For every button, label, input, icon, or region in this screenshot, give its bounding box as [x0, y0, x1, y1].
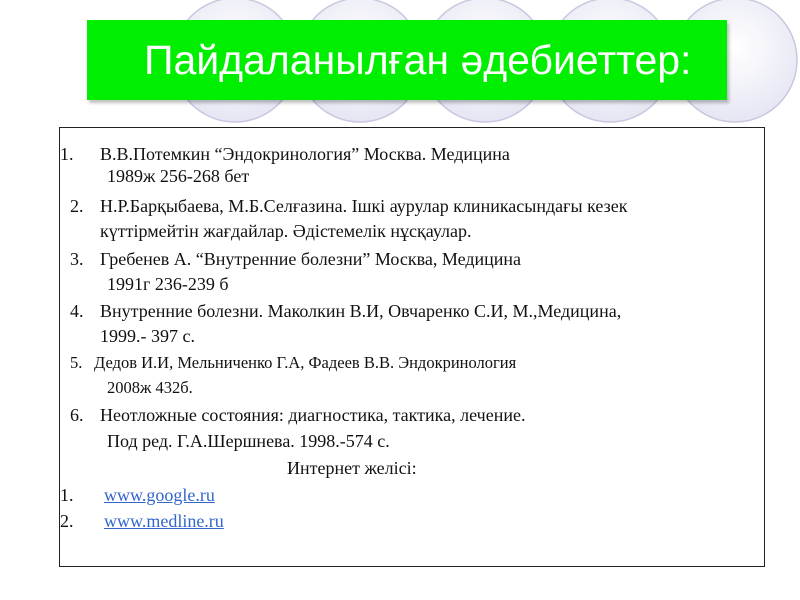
ref-5-line-1: Дедов И.И, Мельниченко Г.А, Фадеев В.В. Эндокринология	[94, 353, 517, 372]
title-banner	[87, 20, 727, 100]
ref-1-line-1: В.В.Потемкин “Эндокринология” Москва. Медицина	[100, 144, 510, 164]
ref-3-number: 3.	[70, 249, 84, 269]
ref-5-number: 5.	[70, 353, 83, 372]
ref-1-number: 1.	[60, 144, 74, 164]
ref-6-line-1: Неотложные состояния: диагностика, тактика, лечение.	[100, 405, 526, 425]
ref-5-line-2: 2008ж 432б.	[107, 378, 193, 397]
ref-3-line-2: 1991г 236-239 б	[107, 274, 229, 294]
link-2-number: 2.	[60, 511, 74, 531]
ref-6-line-2: Под ред. Г.А.Шершнева. 1998.-574 с.	[107, 431, 390, 451]
ref-2-number: 2.	[70, 196, 84, 216]
google-link[interactable]: www.google.ru	[104, 485, 215, 505]
ref-2-line-1: Н.Р.Барқыбаева, М.Б.Селғазина. Ішкі аурулар клиникасындағы кезек	[100, 196, 628, 216]
ref-2-line-2: күттірмейтін жағдайлар. Әдістемелік нұсқаулар.	[100, 221, 472, 241]
link-1-number: 1.	[60, 485, 74, 505]
internet-heading: Интернет желісі:	[287, 458, 417, 478]
ref-1-line-2: 1989ж 256-268 бет	[107, 166, 250, 186]
ref-4-number: 4.	[70, 301, 84, 321]
ref-3-line-1: Гребенев А. “Внутренние болезни” Москва, Медицина	[100, 249, 522, 269]
slide-title: Пайдаланылған әдебиеттер:	[144, 37, 692, 83]
ref-6-number: 6.	[70, 405, 84, 425]
medline-link[interactable]: www.medline.ru	[104, 511, 224, 531]
references-box	[59, 127, 765, 567]
ref-4-line-2: 1999.- 397 с.	[100, 326, 195, 346]
ref-4-line-1: Внутренние болезни. Маколкин В.И, Овчаренко С.И, М.,Медицина,	[100, 301, 622, 321]
